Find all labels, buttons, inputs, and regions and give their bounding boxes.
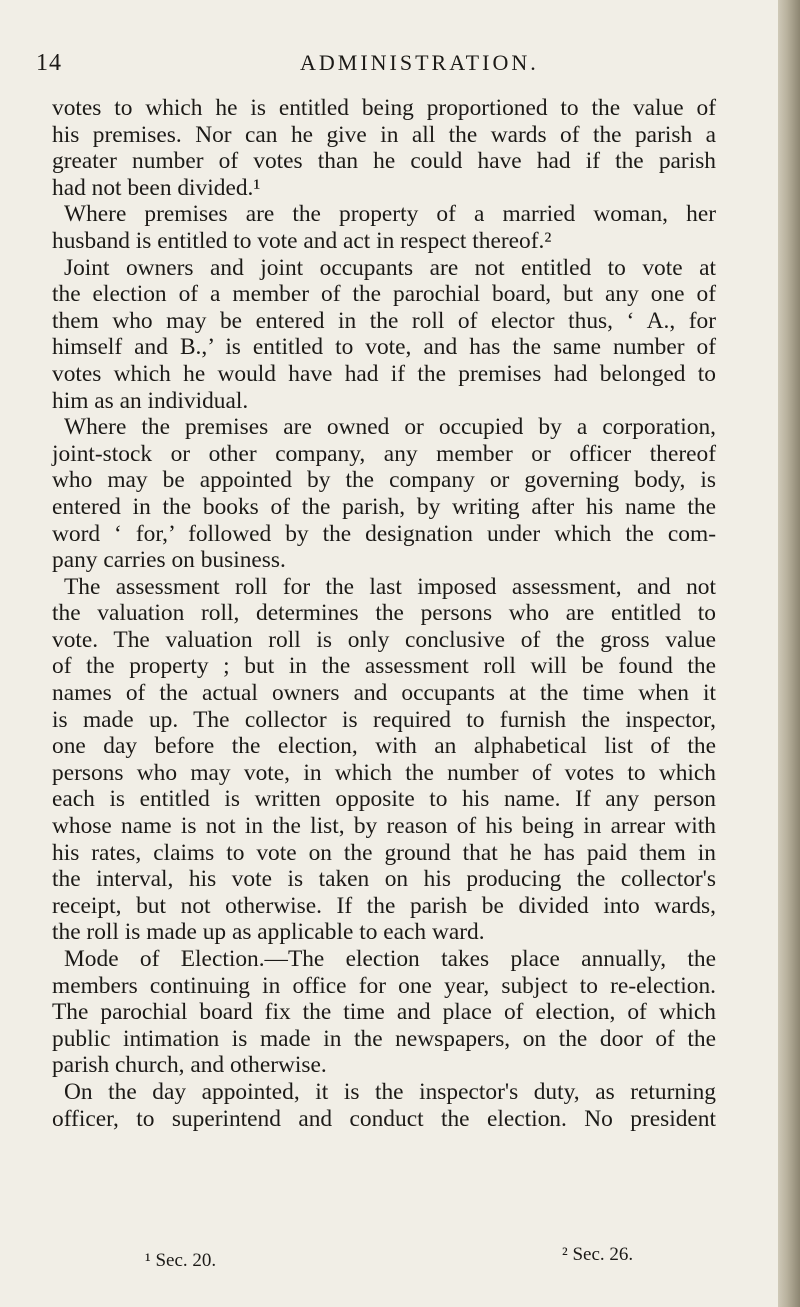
text-line: On the day appointed, it is the inspector's duty, as returning: [64, 1078, 716, 1105]
text-line: officer, to superintend and conduct the election. No president: [52, 1105, 716, 1132]
text-line: receipt, but not otherwise. If the parish be divided into wards,: [52, 892, 716, 919]
page-title: ADMINISTRATION.: [300, 50, 539, 75]
text-line: is made up. The collector is required to furnish the inspector,: [52, 706, 716, 733]
text-line: had not been divided.¹: [52, 174, 261, 201]
text-line: greater number of votes than he could have had if the parish: [52, 148, 716, 175]
text-line: pany carries on business.: [52, 547, 286, 574]
text-line: the valuation roll, determines the persons who are entitled to: [52, 600, 716, 627]
footnote-1: ¹ Sec. 20.: [145, 1250, 217, 1271]
footnote-2: ² Sec. 26.: [562, 1244, 634, 1265]
text-line: the roll is made up as applicable to each ward.: [52, 919, 485, 946]
text-line: word ‘ for,’ followed by the designation under which the com-: [52, 520, 716, 547]
text-line: one day before the election, with an alphabetical list of the: [52, 733, 716, 760]
text-line: each is entitled is written opposite to his name. If any person: [52, 786, 716, 813]
text-line: joint-stock or other company, any member or officer thereof: [52, 440, 716, 467]
text-line: names of the actual owners and occupants at the time when it: [52, 680, 716, 707]
text-line: members continuing in office for one year, subject to re-election.: [52, 972, 716, 999]
running-head: [0, 50, 778, 80]
text-line: votes which he would have had if the premises had belonged to: [52, 360, 716, 387]
text-line: The parochial board fix the time and place of election, of which: [52, 999, 716, 1026]
text-line: parish church, and otherwise.: [52, 1052, 327, 1079]
page-number: 14: [36, 50, 62, 76]
footnotes: [0, 1244, 778, 1278]
text-line: who may be appointed by the company or governing body, is: [52, 467, 716, 494]
text-line: entered in the books of the parish, by writing after his name the: [52, 493, 716, 520]
text-line: votes to which he is entitled being proportioned to the value of: [52, 95, 716, 121]
text-line: them who may be entered in the roll of elector thus, ‘ A., for: [52, 307, 716, 334]
text-line: the election of a member of the parochial board, but any one of: [52, 281, 716, 308]
page-edge: [778, 0, 800, 1307]
text-line: him as an individual.: [52, 387, 249, 414]
text-line: public intimation is made in the newspapers, on the door of the: [52, 1025, 716, 1052]
text-line: himself and B.,’ is entitled to vote, and has the same number of: [52, 334, 716, 361]
text-line: husband is entitled to vote and act in respect thereof.²: [52, 227, 552, 254]
text-line: of the property ; but in the assessment roll will be found the: [52, 653, 716, 680]
text-line: Where premises are the property of a married woman, her: [64, 201, 716, 228]
text-line: Mode of Election.—The election takes place annually, the: [64, 946, 716, 972]
text-line: The assessment roll for the last imposed assessment, and not: [64, 573, 716, 600]
text-line: the interval, his vote is taken on his producing the collector's: [52, 866, 716, 893]
text-line: Joint owners and joint occupants are not entitled to vote at: [64, 254, 716, 281]
text-line: Where the premises are owned or occupied by a corporation,: [64, 414, 716, 441]
text-line: persons who may vote, in which the number of votes to which: [52, 759, 716, 786]
text-line: vote. The valuation roll is only conclusive of the gross value: [52, 626, 716, 653]
text-line: his premises. Nor can he give in all the wards of the parish a: [52, 121, 716, 148]
text-line: whose name is not in the list, by reason of his being in arrear with: [52, 813, 716, 840]
body-text: [52, 95, 716, 1132]
text-line: his rates, claims to vote on the ground that he has paid them in: [52, 839, 716, 866]
